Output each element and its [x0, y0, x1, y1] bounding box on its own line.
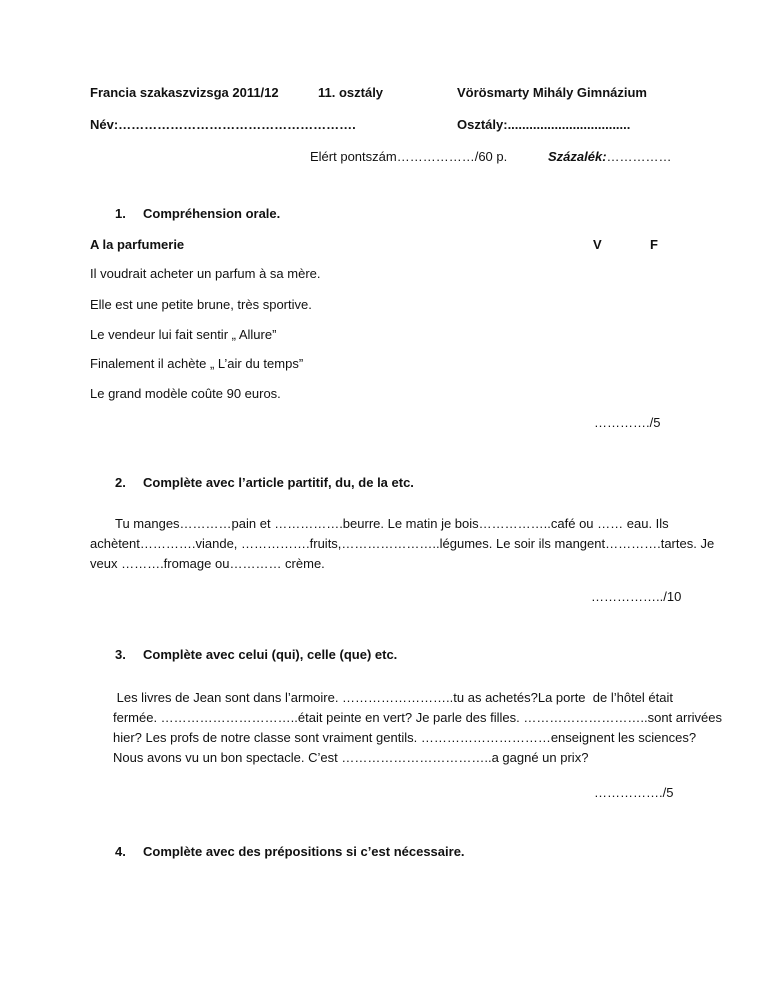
section-3-heading [115, 647, 397, 662]
column-false: F [650, 237, 658, 252]
section-3-text [113, 688, 722, 768]
section-2-line-1: Tu manges…………pain et …………….beurre. Le matin je bois……………..café ou …… eau. Ils [115, 516, 669, 531]
section-3-title: Complète avec celui (qui), celle (que) etc. [143, 647, 398, 662]
section-1-number: 1. [115, 206, 126, 221]
statement-1: Il voudrait acheter un parfum à sa mère. [90, 266, 321, 281]
grade: 11. osztály [318, 85, 384, 100]
statement-2: Elle est une petite brune, très sportive. [90, 297, 312, 312]
section-3-line-4: Nous avons vu un bon spectacle. C’est ……………………………..a gagné un prix? [113, 750, 589, 765]
section-1-title: Compréhension orale. [143, 206, 281, 221]
section-2-text [90, 514, 714, 574]
section-4-heading [115, 844, 465, 859]
percent-field [548, 149, 672, 164]
section-3-number: 3. [115, 647, 126, 662]
section-3-score: ……………./5 [594, 785, 674, 800]
exam-title: Francia szakaszvizsga 2011/12 [90, 85, 279, 100]
section-4-number: 4. [115, 844, 126, 859]
section-2-line-3: veux ……….fromage ou………… crème. [90, 556, 325, 571]
statement-4: Finalement il achète „ L’air du temps” [90, 356, 304, 371]
section-1-subtitle: A la parfumerie [90, 237, 185, 252]
section-3-line-1: Les livres de Jean sont dans l’armoire. ……………………..tu as achetés?La porte de l’hôtel était [113, 690, 673, 705]
section-3-line-3: hier? Les profs de notre classe sont vraiment gentils. …………………………enseignent les sciences? [113, 730, 697, 745]
statement-5: Le grand modèle coûte 90 euros. [90, 386, 281, 401]
section-2-line-2: achètent………….viande, …………….fruits,…………………..légumes. Le soir ils mangent………….tartes. Je [90, 536, 715, 551]
school-name: Vörösmarty Mihály Gimnázium [457, 85, 647, 100]
section-2-number: 2. [115, 475, 126, 490]
score-field: Elért pontszám………………/60 p. [310, 149, 508, 164]
section-1-score: …………./5 [594, 415, 661, 430]
column-true: V [593, 237, 602, 252]
statement-3: Le vendeur lui fait sentir „ Allure” [90, 327, 277, 342]
section-1-heading [115, 206, 280, 221]
section-3-line-2: fermée. …………………………..était peinte en vert? Je parle des filles. ………………………..sont arrivées [113, 710, 723, 725]
section-2-title: Complète avec l’article partitif, du, de la etc. [143, 475, 414, 490]
percent-blank: …………… [606, 149, 672, 164]
section-2-heading [115, 475, 414, 490]
class-field: Osztály:.................................. [457, 117, 631, 132]
percent-label: Százalék: [548, 149, 607, 164]
section-2-score: ……………../10 [591, 589, 682, 604]
section-4-title: Complète avec des prépositions si c’est nécessaire. [143, 844, 465, 859]
name-field: Név:………………………………………………. [90, 117, 356, 132]
